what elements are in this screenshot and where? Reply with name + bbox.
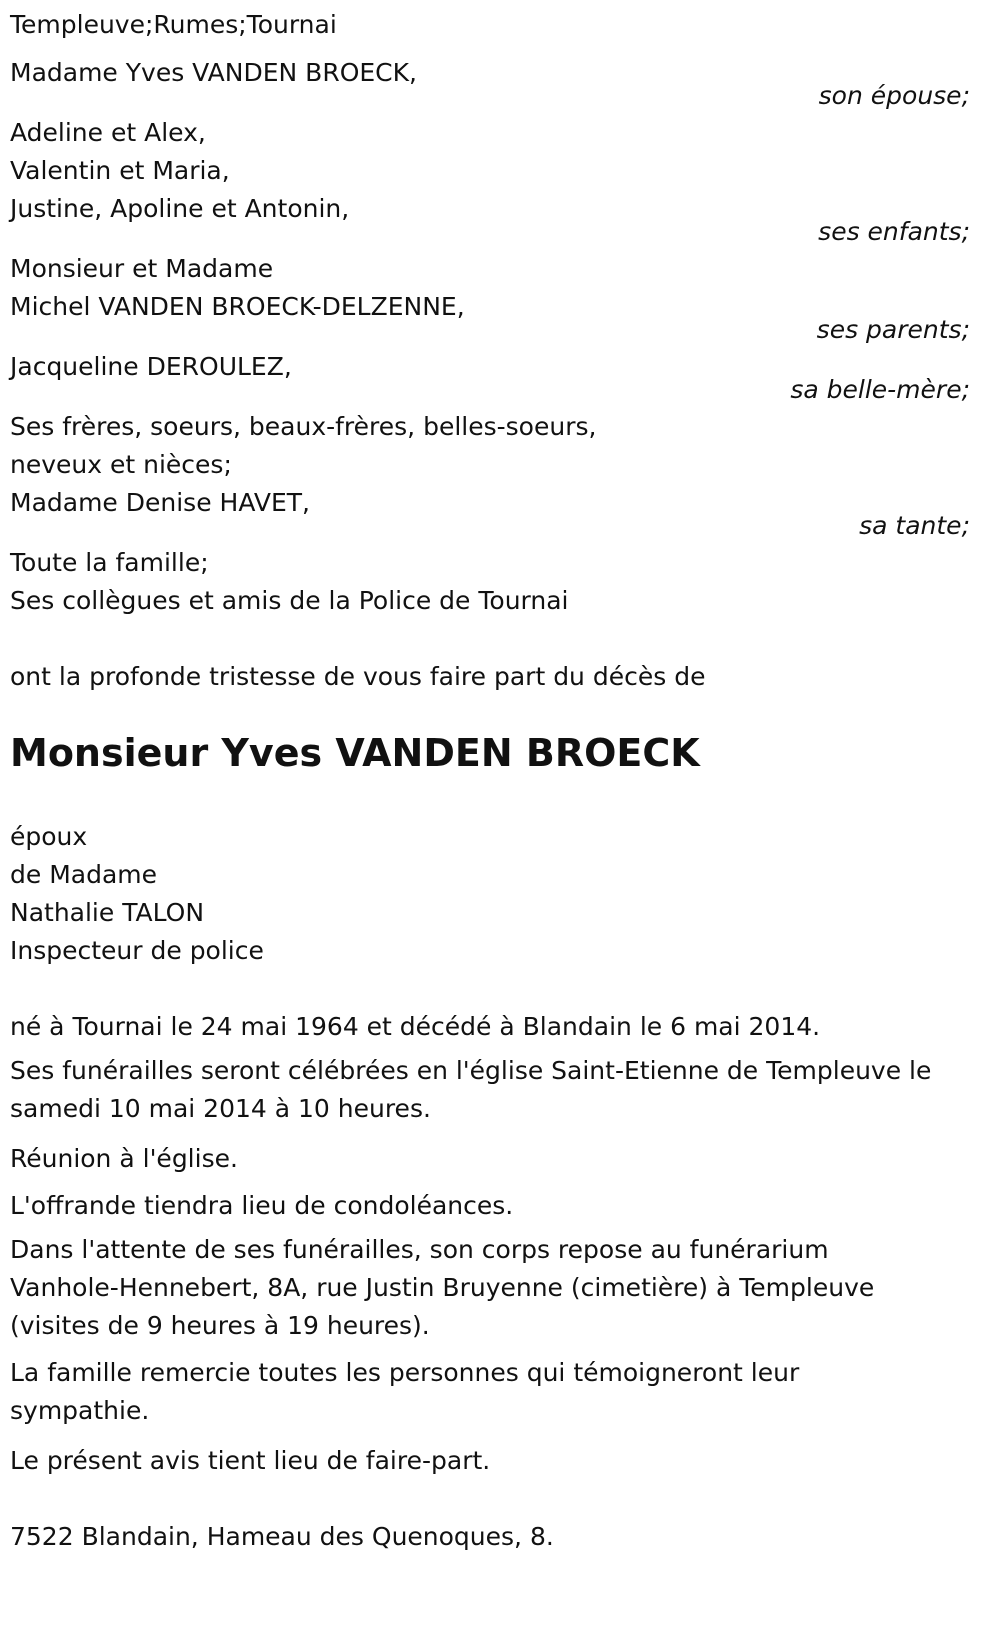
child-line: Adeline et Alex, (10, 118, 206, 147)
spouse-relation: son épouse; (818, 81, 970, 110)
offering-text: L'offrande tiendra lieu de condoléances. (10, 1191, 514, 1220)
deceased-detail: Nathalie TALON (10, 898, 205, 927)
address-text: 7522 Blandain, Hameau des Quenoques, 8. (10, 1522, 554, 1551)
aunt-line: Madame Denise HAVET, (10, 488, 310, 517)
rest-text: Dans l'attente de ses funérailles, son corps repose au funérarium Vanhole-Hennebert, 8A, rue Justin Bruyenne (cimetière) à Templeuve (visites de 9 heures à 19 heures). (10, 1235, 875, 1340)
funeral-text: Ses funérailles seront célébrées en l'église Saint-Etienne de Templeuve le samedi 10 mai 2014 à 10 heures. (10, 1056, 932, 1123)
announcement-text: ont la profonde tristesse de vous faire part du décès de (10, 662, 706, 691)
deceased-profession: Inspecteur de police (10, 936, 264, 965)
child-line: Valentin et Maria, (10, 156, 230, 185)
birth-death-text: né à Tournai le 24 mai 1964 et décédé à Blandain le 6 mai 2014. (10, 1012, 821, 1041)
children-relation: ses enfants; (818, 217, 970, 246)
parents-line: Monsieur et Madame (10, 254, 274, 283)
spouse-name: Madame Yves VANDEN BROECK, (10, 58, 417, 87)
deceased-detail: de Madame (10, 860, 158, 889)
mother-in-law-relation: sa belle-mère; (790, 375, 970, 404)
parents-line: Michel VANDEN BROECK-DELZENNE, (10, 292, 465, 321)
siblings-line: Ses frères, soeurs, beaux-frères, belles-soeurs, (10, 412, 597, 441)
deceased-detail: époux (10, 822, 88, 851)
header-locations: Templeuve;Rumes;Tournai (10, 10, 337, 39)
notice-text: Le présent avis tient lieu de faire-part. (10, 1446, 491, 1475)
child-line: Justine, Apoline et Antonin, (10, 194, 350, 223)
meeting-text: Réunion à l'église. (10, 1144, 238, 1173)
siblings-line: neveux et nièces; (10, 450, 232, 479)
thanks-text: La famille remercie toutes les personnes qui témoigneront leur sympathie. (10, 1358, 800, 1425)
mother-in-law-name: Jacqueline DEROULEZ, (10, 352, 292, 381)
others-line: Toute la famille; (10, 548, 209, 577)
others-line: Ses collègues et amis de la Police de Tournai (10, 586, 569, 615)
parents-relation: ses parents; (816, 315, 970, 344)
aunt-relation: sa tante; (859, 511, 970, 540)
deceased-name: Monsieur Yves VANDEN BROECK (10, 731, 700, 775)
